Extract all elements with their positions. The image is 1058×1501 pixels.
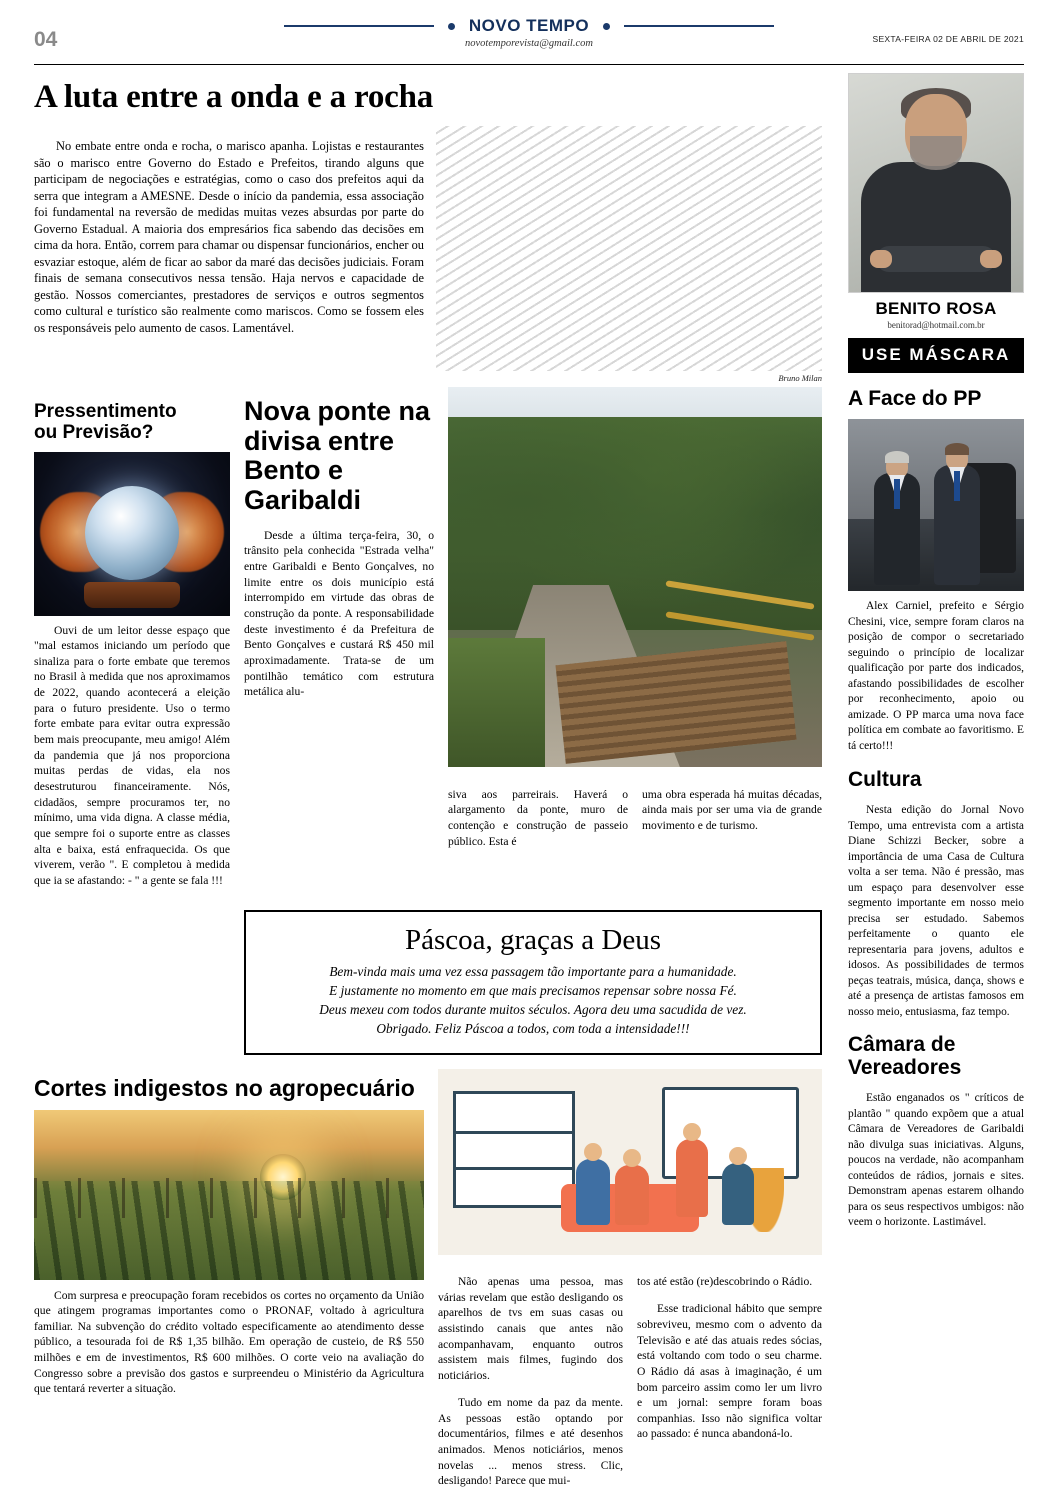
easter-line-3: Deus mexeu com todos durante muitos séculos. Agora deu uma sacudida de vez. <box>319 1001 747 1017</box>
shells-photo <box>436 126 822 371</box>
columnist-portrait <box>849 74 1023 292</box>
easter-line-1: Bem-vinda mais uma vez essa passagem tão importante para a humanidade. <box>329 964 737 980</box>
person-shape-left <box>874 473 920 585</box>
cultura-text: Nesta edição do Jornal Novo Tempo, uma entrevista com a artista Diane Schizzi Becker, sobre a importância de uma Casa de Cultura volta a ser tema. Não é pressão, mas um espaço para desenvolver esse segmento importante em nosso meio precisa ser estudado. Sabemos perfeitamente o quanto ele representaria para jovens, adultos e idosos. As possibilidades de termos peças teatrais, música, dança, shows e até a presença de artistas famosos em nosso meio, entusiasma, faz tempo. <box>848 804 1024 1018</box>
bridge-photo <box>448 387 822 767</box>
cultura-headline: Cultura <box>848 768 922 791</box>
dot-left-decoration <box>448 23 455 30</box>
columnist-name: BENITO ROSA <box>875 299 997 318</box>
grass-region <box>448 638 545 767</box>
middle-block <box>34 387 822 900</box>
paper-name: NOVO TEMPO <box>468 16 590 35</box>
easter-line-4: Obrigado. Feliz Páscoa a todos, com toda a intensidade!!! <box>376 1020 690 1036</box>
premonition-headline-line1: Pressentimento <box>34 401 177 422</box>
issue-date: SEXTA-FEIRA 02 DE ABRIL DE 2021 <box>872 34 1024 44</box>
premonition-article <box>34 387 230 900</box>
rule-right-decoration <box>624 25 774 27</box>
masthead-center <box>34 16 1024 49</box>
easter-row <box>34 900 822 1069</box>
easter-spacer <box>34 900 230 1069</box>
easter-line-2: E justamente no momento em que mais precisamos repensar sobre nossa Fé. <box>329 982 737 998</box>
tv-article <box>438 1069 822 1501</box>
person-tie-left <box>894 479 900 509</box>
pp-text: Alex Carniel, prefeito e Sérgio Chesini, vice, sempre foram claros na posição de compor o secretariado seguindo o princípio de localizar qualificação por parte dos indicados, afastando possibilidades de escolher por reconhecimento, apoio ou amizade. O PP marca uma nova face política em combate ao favoritismo. E tá certo!!! <box>848 600 1024 752</box>
tv-text-columns <box>438 1263 822 1501</box>
pp-meeting-photo <box>848 419 1024 591</box>
top-story-text-column <box>34 126 424 383</box>
person-head-3 <box>683 1123 701 1141</box>
tv-text-col2-p2: Esse tradicional hábito que sempre sobreviveu, mesmo com o advento da Televisão e até das atuais redes sócias, está voltando com todo o seu charme. O Rádio dá asas à imaginação, é um bom parceiro assim como ler um livro e um jornal: sempre foram boas companhias. Isso não significa voltar ao passado: é nunca abandoná-lo. <box>637 1302 822 1441</box>
page-body <box>34 73 1024 1501</box>
person-hair-right <box>945 443 969 455</box>
photo-credit: Bruno Milan <box>778 373 822 383</box>
bridge-text-col1: Desde a última terça-feira, 30, o trânsito pela conhecida "Estrada velha" entre Garibaldi e Bento Gonçalves, no limite entre os dois município está interrompido em virtude das obras de construção da ponte. A responsabilidade deste investimento é da Prefeitura de Bento Gonçalves e custará R$ 450 mil aproximadamente. Trata-se de um pontilhão temático com estrutura metálica alu- <box>244 528 434 699</box>
main-columns <box>34 73 836 1501</box>
portrait-body-shape <box>861 162 1011 292</box>
dot-right-decoration <box>603 23 610 30</box>
agro-article <box>34 1069 424 1501</box>
portrait-hand-left <box>870 250 892 268</box>
easter-box-wrapper <box>244 900 822 1069</box>
easter-title: Páscoa, graças a Deus <box>404 924 662 957</box>
page-title: A luta entre a onda e a rocha <box>34 79 434 115</box>
bridge-text-columns <box>448 775 822 861</box>
person-shape-2 <box>615 1165 649 1225</box>
portrait-arms-shape <box>876 246 996 272</box>
bridge-text-col3: uma obra esperada há muitas décadas, ainda mais por ser uma via de grande movimento e de turismo. <box>642 787 822 832</box>
agro-text: Com surpresa e preocupação foram recebidos os cortes no orçamento da União que atingem programas importantes como o PRONAF, voltado à agricultura familiar. Na subvenção do crédito voltado especificamente ao atendimento desse público, a tesourada foi de R$ 1,35 bilhão. Em operação de custeio, de R$ 550 milhões e em de investimentos, R$ 600 milhões. O corte veio na avaliação do Congresso sobre a previsão dos gastos e surpreendeu o Ministério da Agricultura que tentará reverter a situação. <box>34 1288 424 1396</box>
vineyard-posts <box>34 1178 424 1219</box>
person-shape-1 <box>576 1159 610 1225</box>
bridge-article-left <box>244 387 434 900</box>
top-story-photo-column <box>436 126 822 383</box>
rule-left-decoration <box>284 25 434 27</box>
tv-text-col1-p2: Tudo em nome da paz da mente. As pessoas estão optando por documentários, filmes e até desenhos animados. Menos noticiários, menos novelas ... menos stress. Clic, desligando! Parece que mui- <box>438 1396 623 1488</box>
portrait-beard-shape <box>910 136 962 170</box>
living-room-illustration <box>438 1069 822 1255</box>
bridge-headline: Nova ponte na divisa entre Bento e Garibaldi <box>244 396 431 516</box>
shelf-line-1 <box>456 1131 571 1134</box>
tv-text-col2-p1: tos até estão (re)descobrindo o Rádio. <box>637 1275 813 1289</box>
masthead-title-row <box>34 16 1024 36</box>
tv-text-col1-p1: Não apenas uma pessoa, mas várias revelam que estão desligando os aparelhos de tvs em suas casas ou assistindo canais que antes não acompanhavam, enquanto outros assistem mais filmes, fugindo dos noticiários. <box>438 1275 623 1382</box>
camara-text: Estão enganados os " críticos de plantão " quando expõem que a atual Câmara de Vereadores de Garibaldi não divulga suas iniciativas. Alguns, poucos na verdade, não acompanham conteúdos de rádios, jornais e sites. Demonstram apenas estarem olhando para os seus respectivos umbigos: não veem o horizonte. Lastimável. <box>848 1092 1024 1229</box>
person-hair-left <box>885 451 909 463</box>
bookshelf-shape <box>453 1091 574 1209</box>
portrait-hand-right <box>980 250 1002 268</box>
masthead <box>34 0 1024 58</box>
right-sidebar <box>836 73 1024 1501</box>
person-head-4 <box>729 1147 747 1165</box>
pp-headline: A Face do PP <box>848 387 982 410</box>
contact-email: novotemporevista@gmail.com <box>465 38 593 49</box>
crystal-ball-base <box>84 582 180 608</box>
page-number: 04 <box>34 28 58 51</box>
premonition-headline-line2: ou Previsão? <box>34 422 154 444</box>
use-mask-banner: USE MÁSCARA <box>848 338 1024 373</box>
bridge-text-col2: siva aos parreirais. Haverá o alargamento da ponte, muro de contenção e construção de passeio público. Esta é <box>448 787 628 848</box>
tv-text-col2 <box>637 1263 822 1501</box>
shells-texture <box>436 126 822 371</box>
person-tie-right <box>954 471 960 501</box>
bottom-block <box>34 1069 822 1501</box>
person-head-1 <box>584 1143 602 1161</box>
crystal-ball-photo <box>34 452 230 616</box>
header-divider <box>34 64 1024 65</box>
person-shape-right <box>934 465 980 585</box>
camara-headline <box>848 1034 1024 1079</box>
top-story <box>34 126 822 383</box>
person-shape-3 <box>676 1139 708 1217</box>
vineyard-photo <box>34 1110 424 1280</box>
person-shape-4 <box>722 1163 754 1225</box>
premonition-headline <box>34 401 230 444</box>
columnist-portrait-box <box>848 73 1024 293</box>
camara-headline-line1: Câmara de <box>848 1033 956 1057</box>
crystal-ball-shape <box>85 486 179 580</box>
person-head-2 <box>623 1149 641 1167</box>
shelf-line-2 <box>456 1167 571 1170</box>
columnist-email: benitorad@hotmail.com.br <box>887 320 985 330</box>
tv-text-col1 <box>438 1263 623 1501</box>
bridge-article-right <box>448 387 822 900</box>
top-story-text: No embate entre onda e rocha, o marisco apanha. Lojistas e restaurantes são o marisco entre Governo do Estado e Prefeitos, tirando alguns que participam de negociações e estratégias, como o caso dos prefeitos aqui da serra que integram a AMESNE. Desde o início da pandemia, essa associação foi fundamental na reversão de medidas muitas vezes absurdas por parte do Governo Estadual. A maioria dos empresários fica sabendo das decisões em cima da hora. Então, correm para chamar ou dispensar funcionários, encher ou esvaziar estoque, além de ficar ao sabor da maré das decisões judiciais. Foram finais de semana consecutivos nessa tensão. Haja nervos e capacidade de gestão. Nossos comerciantes, prestadores de serviços e outros segmentos como cultural e turístico são realmente como mariscos. Como se fossem eles os responsáveis pelo aumento de casos. Lamentável. <box>34 139 424 335</box>
easter-greeting-box <box>244 910 822 1055</box>
premonition-text: Ouvi de um leitor desse espaço que "mal estamos iniciando um período que sinaliza para o forte embate que teremos no Brasil à medida que nos aproximamos de 2022, quando acontecerá a eleição para o futuro presidente. Uso o termo forte embate para evitar outra expressão bem mais preocupante, meu amigo! Além da pandemia que já nos proporciona muitas perdas de vidas, ela nos desestruturou financeiramente. Nós, cidadãos, sempre procuramos ter, no mínimo, uma vida digna. A classe média, que sempre foi o suporte entre as classes alta e baixa, está enfraquecida. Os que viverem, verão ". E completou à medida que ia se afastando: - " a gente se fala !!! <box>34 623 230 887</box>
camara-headline-line2: Vereadores <box>848 1056 962 1080</box>
agro-headline: Cortes indigestos no agropecuário <box>34 1074 415 1101</box>
